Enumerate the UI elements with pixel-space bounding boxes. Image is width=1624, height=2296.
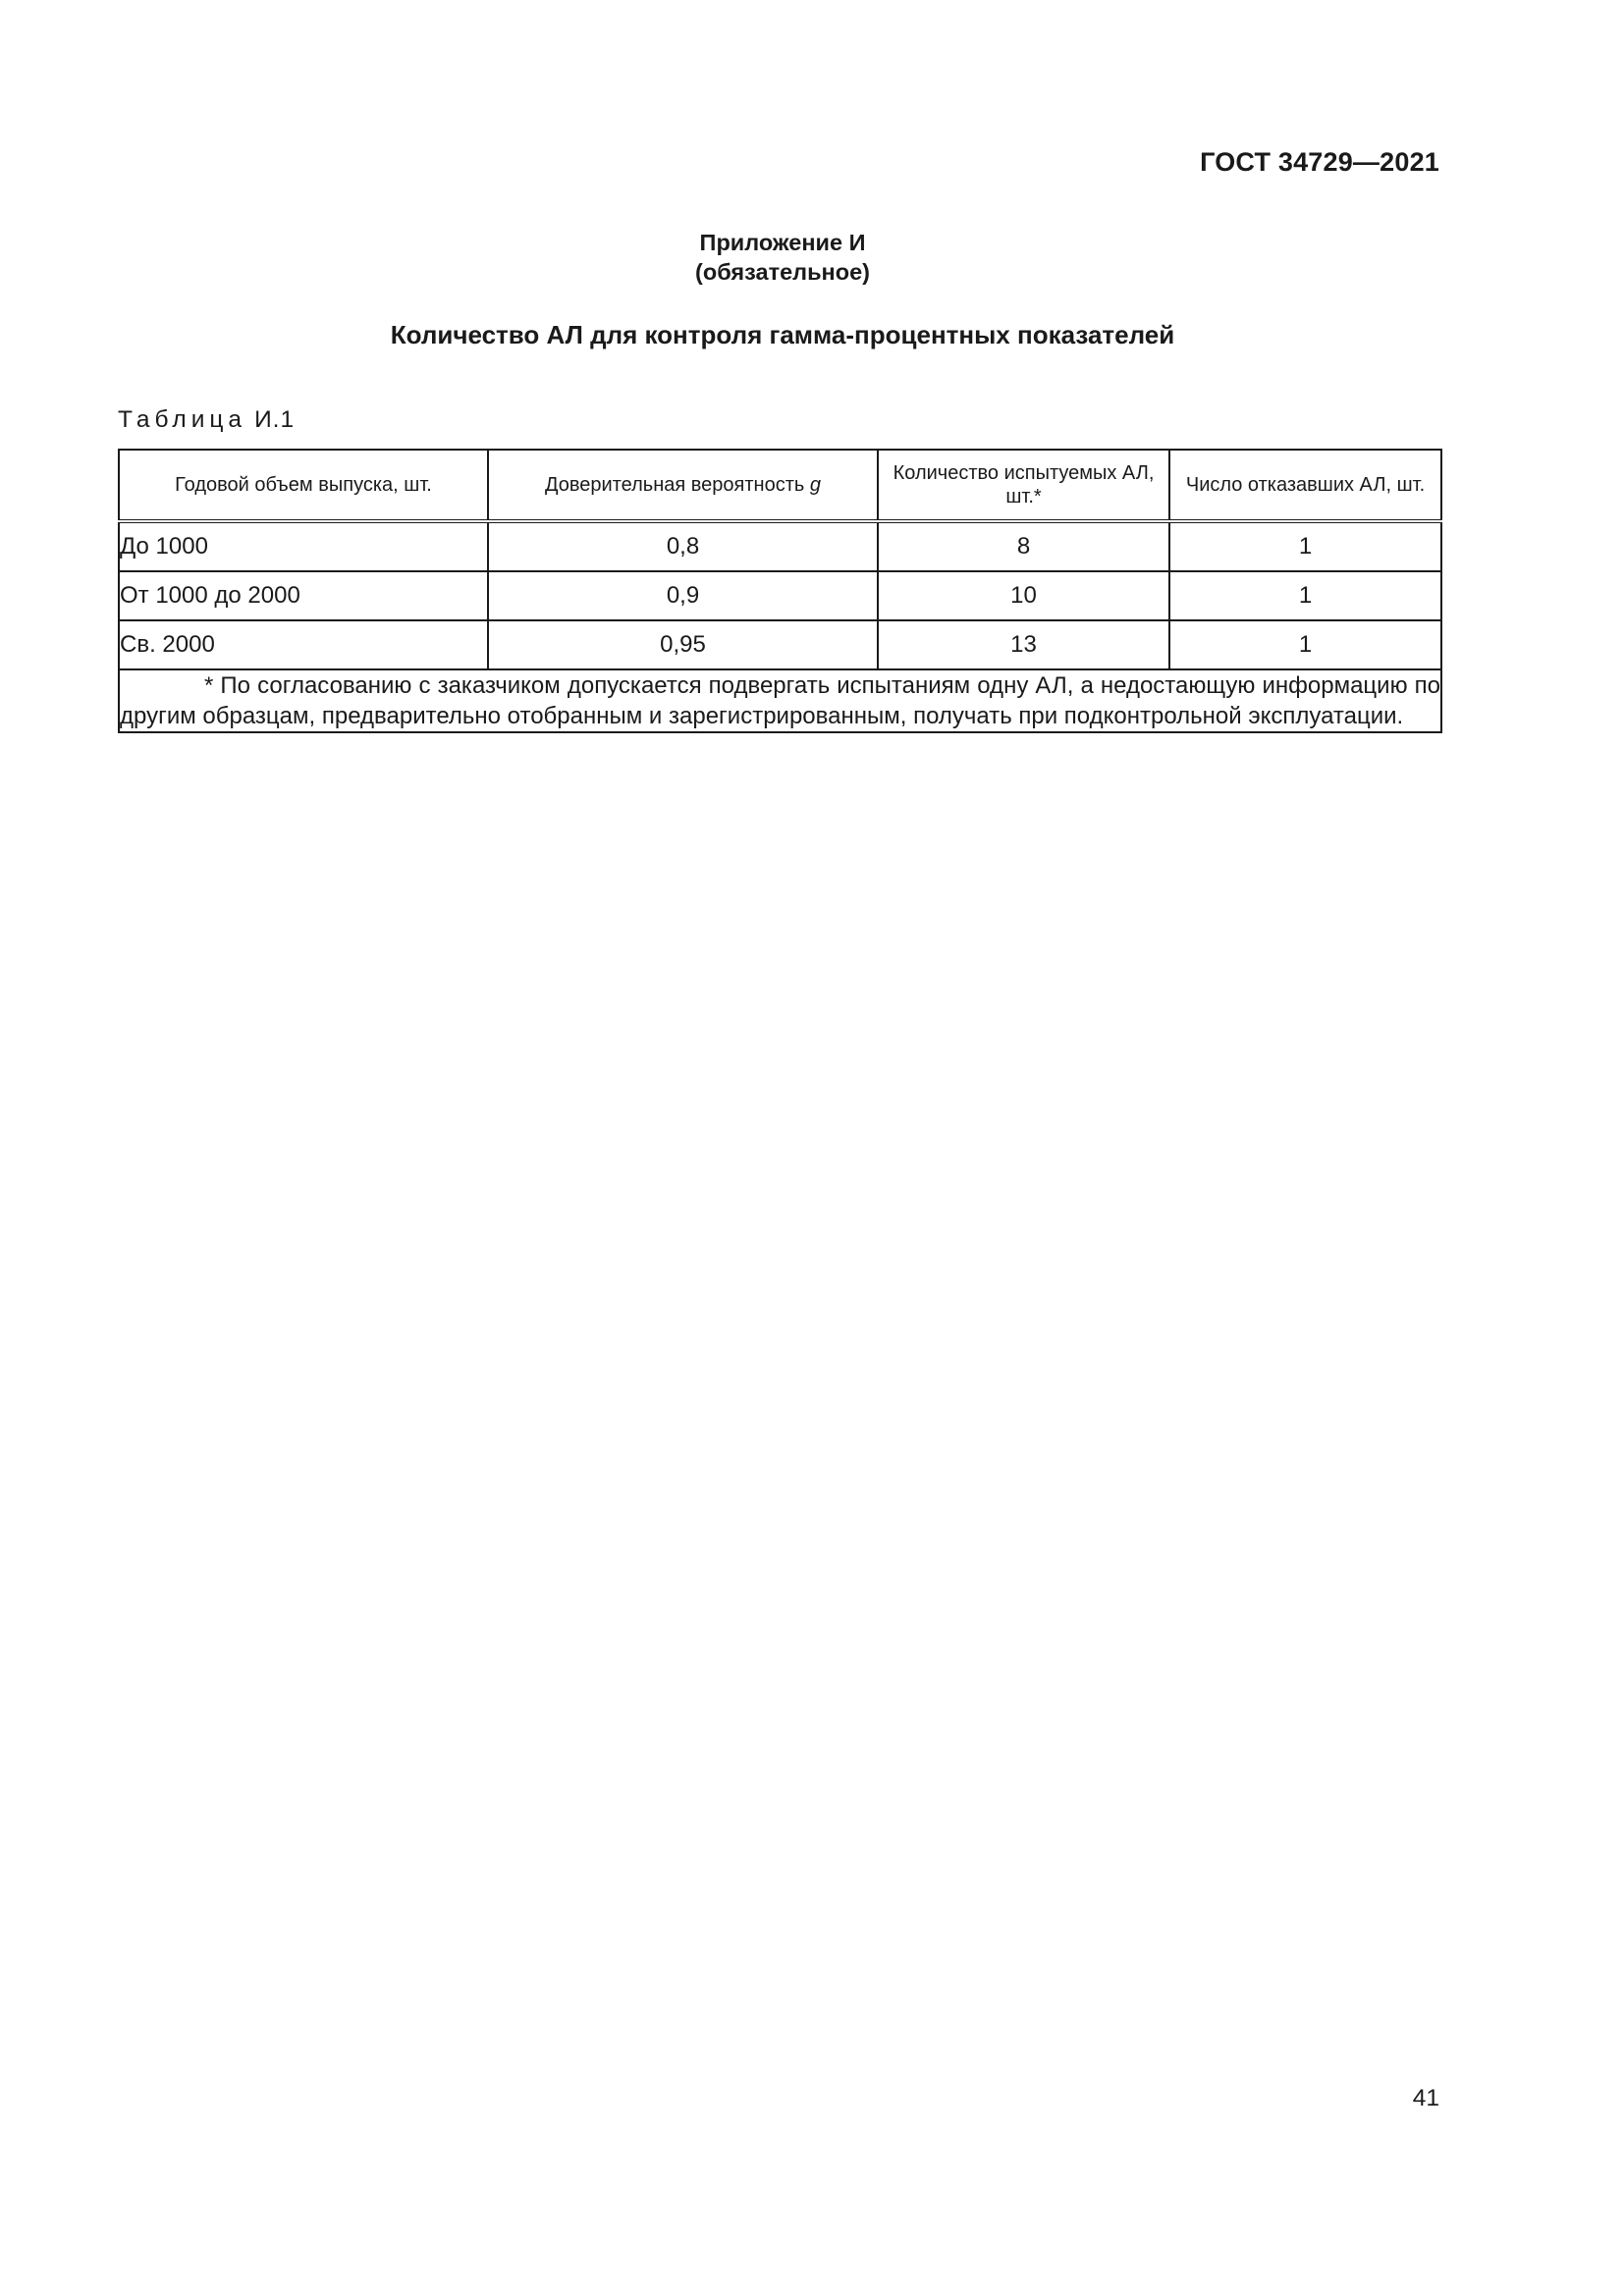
header-failed-count: Число отказавших АЛ, шт. xyxy=(1169,450,1441,521)
cell-failed: 1 xyxy=(1169,620,1441,669)
cell-failed: 1 xyxy=(1169,571,1441,620)
cell-tested: 8 xyxy=(878,521,1169,571)
section-title: Количество АЛ для контроля гамма-процентных показателей xyxy=(390,320,1175,349)
table-footnote-row xyxy=(119,669,1441,732)
table-footnote-text: * По согласованию с заказчиком допускается подвергать испытаниям одну АЛ, а недостающую информацию по другим образцам, предварительно отобранным и зарегистрированным, получать при подконтрольной эксплуатации. xyxy=(120,672,1440,729)
appendix-title: Приложение И xyxy=(699,230,866,255)
cell-probability: 0,9 xyxy=(488,571,878,620)
appendix-status: (обязательное) xyxy=(695,259,870,285)
table-row xyxy=(119,620,1441,669)
header-annual-volume: Годовой объем выпуска, шт. xyxy=(119,450,488,521)
cell-volume: От 1000 до 2000 xyxy=(119,571,488,620)
data-table xyxy=(118,449,1442,733)
cell-tested: 10 xyxy=(878,571,1169,620)
header-confidence-probability-label: Доверительная вероятность xyxy=(545,474,805,496)
table-row xyxy=(119,521,1441,571)
table-caption xyxy=(118,406,295,434)
cell-tested: 13 xyxy=(878,620,1169,669)
table-row xyxy=(119,571,1441,620)
page-number: 41 xyxy=(1412,2085,1439,2111)
cell-failed: 1 xyxy=(1169,521,1441,571)
cell-probability: 0,8 xyxy=(488,521,878,571)
document-code: ГОСТ 34729—2021 xyxy=(1200,147,1439,177)
header-confidence-probability xyxy=(488,450,878,521)
table-caption-word: Таблица xyxy=(118,406,247,433)
table-header-row xyxy=(119,450,1441,521)
cell-volume: Св. 2000 xyxy=(119,620,488,669)
table-footnote xyxy=(119,669,1441,732)
header-confidence-symbol: g xyxy=(809,474,821,496)
cell-volume: До 1000 xyxy=(119,521,488,571)
table-caption-number: И.1 xyxy=(254,406,296,433)
header-tested-count: Количество испытуемых АЛ, шт.* xyxy=(878,450,1169,521)
cell-probability: 0,95 xyxy=(488,620,878,669)
